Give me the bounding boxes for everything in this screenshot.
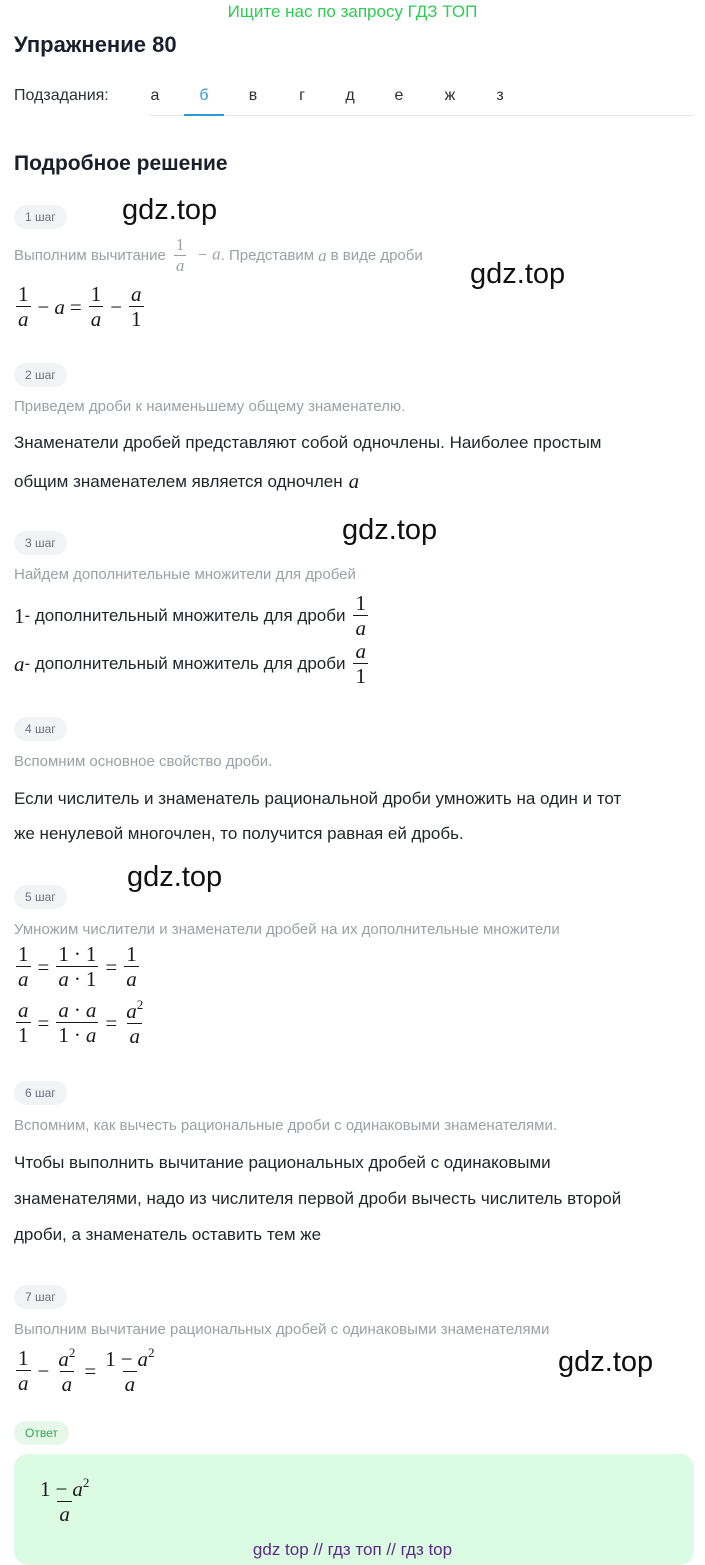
tab-subtask-d[interactable]: д	[345, 87, 355, 104]
step-text: дроби, а знаменатель оставить тем же	[14, 1225, 322, 1244]
step-hint: Умножим числители и знаменатели дробей на их дополнительные множители	[14, 921, 560, 938]
subtasks-divider	[149, 115, 694, 116]
step-badge: 7 шаг	[14, 1285, 67, 1309]
watermark: gdz.top	[342, 514, 438, 546]
subtasks-nav	[14, 78, 694, 116]
formula: $\frac{a}{1}$ = $\frac{a \cdot a}{1 \cdot a}$ = $\frac{a^2}{a}$	[18, 997, 144, 1049]
watermark: gdz.top	[127, 861, 223, 893]
page-title: Упражнение 80	[14, 32, 177, 57]
tab-subtask-b[interactable]: б	[184, 87, 224, 116]
tab-subtask-g[interactable]: г	[299, 87, 305, 104]
step-badge: 2 шаг	[14, 363, 67, 387]
step-hint: Найдем дополнительные множители для дробей	[14, 566, 356, 583]
step-badge: 3 шаг	[14, 531, 67, 555]
answer-formula: $\frac{1 - a^2}{a}$	[40, 1475, 90, 1527]
solution-title: Подробное решение	[14, 152, 228, 175]
step-hint: Приведем дроби к наименьшему общему знаменателю.	[14, 398, 406, 415]
step-hint: Выполним вычитание $\frac{1}{a}$ − a . Представим a в виде дроби	[14, 235, 423, 275]
step-hint: Вспомним основное свойство дроби.	[14, 753, 273, 770]
formula: $\frac{1}{a}$ − a = $\frac{1}{a}$ − $\frac{a}{1}$	[18, 282, 142, 332]
step-hint: Вспомним, как вычесть рациональные дроби с одинаковыми знаменателями.	[14, 1117, 558, 1134]
watermark: gdz.top	[558, 1346, 654, 1378]
step-text: Чтобы выполнить вычитание рациональных дробей с одинаковыми	[14, 1153, 551, 1172]
step-text: общим знаменателем является одночлен a	[14, 469, 360, 493]
search-banner: Ищите нас по запросу ГДЗ ТОП	[227, 2, 478, 21]
tab-subtask-v[interactable]: в	[248, 87, 258, 104]
formula: $\frac{1}{a}$ − $\frac{a^2}{a}$ = $\frac{1 - a^2}{a}$	[18, 1345, 155, 1397]
tab-subtask-e[interactable]: е	[394, 87, 404, 104]
tab-subtask-zh[interactable]: ж	[444, 87, 456, 104]
step-badge: 4 шаг	[14, 717, 67, 741]
formula: $\frac{1}{a}$ = $\frac{1 \cdot 1}{a \cdot 1}$ = $\frac{1}{a}$	[18, 942, 137, 992]
step-text: 1 - дополнительный множитель для дроби $\frac{1}{a}$	[14, 591, 366, 641]
tab-subtask-a[interactable]: а	[150, 87, 160, 104]
step-text: Знаменатели дробей представляют собой одночлены. Наиболее простым	[14, 433, 602, 452]
watermark: gdz.top	[470, 258, 566, 290]
footer-links[interactable]: gdz top // гдз топ // гдз top	[252, 1540, 453, 1559]
answer-badge: Ответ	[14, 1421, 69, 1445]
step-hint: Выполним вычитание рациональных дробей с одинаковыми знаменателями	[14, 1321, 550, 1338]
step-text: Если числитель и знаменатель рациональной дроби умножить на один и тот	[14, 789, 622, 808]
step-text: знаменателями, надо из числителя первой дроби вычесть числитель второй	[14, 1189, 622, 1208]
subtasks-label: Подзадания:	[14, 87, 109, 104]
step-badge: 5 шаг	[14, 885, 67, 909]
tab-subtask-z[interactable]: з	[496, 87, 504, 104]
step-badge: 6 шаг	[14, 1081, 67, 1105]
watermark: gdz.top	[122, 194, 218, 226]
step-text: же ненулевой многочлен, то получится равная ей дробь.	[14, 824, 464, 843]
step-badge: 1 шаг	[14, 205, 67, 229]
step-text: a - дополнительный множитель для дроби $\frac{a}{1}$	[14, 639, 366, 689]
